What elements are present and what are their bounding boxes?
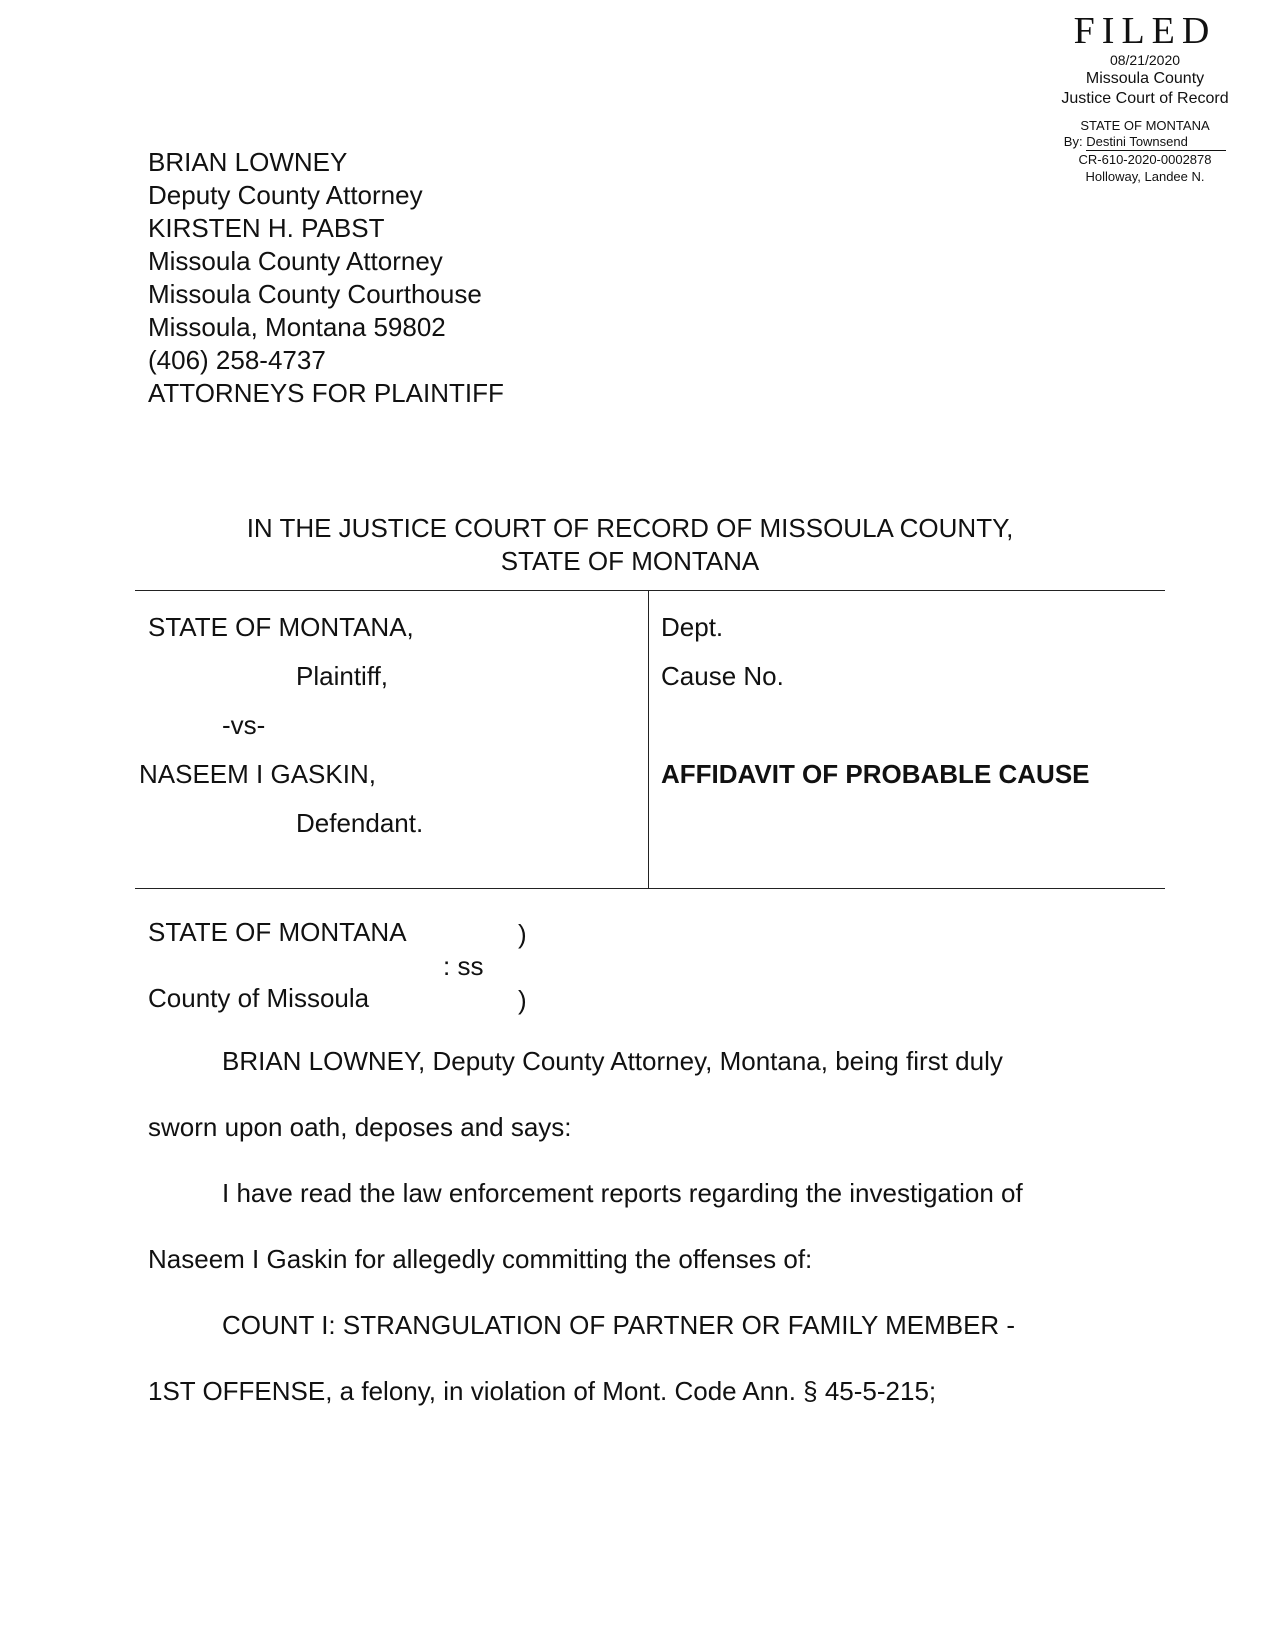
versus-label: -vs- (222, 710, 266, 740)
defendant-role: Defendant. (296, 808, 424, 838)
stamp-state: STATE OF MONTANA (1080, 118, 1210, 133)
caption-top-rule (135, 590, 1165, 591)
body-line: sworn upon oath, deposes and says: (148, 1112, 572, 1142)
affiant-paragraph (148, 1028, 1148, 1424)
body-line: I have read the law enforcement reports regarding the investigation of (222, 1178, 1023, 1208)
plaintiff-role: Plaintiff, (296, 661, 389, 691)
caption-bottom-rule (135, 888, 1165, 889)
body-line: BRIAN LOWNEY, Deputy County Attorney, Montana, being first duly (222, 1046, 1003, 1076)
dept-label: Dept. (661, 612, 724, 642)
attorney-line: Missoula, Montana 59802 (148, 312, 446, 342)
venue-county: County of Missoula (148, 983, 370, 1013)
stamp-by-label: By: (1063, 134, 1083, 149)
stamp-judge: Holloway, Landee N. (1085, 169, 1205, 184)
venue-paren-open: ) (518, 919, 527, 949)
count-line: 1ST OFFENSE, a felony, in violation of Mont. Code Ann. § 45-5-215; (148, 1376, 937, 1406)
attorney-line: Missoula County Courthouse (148, 279, 482, 309)
stamp-title: FILED (1073, 10, 1217, 52)
attorney-line: BRIAN LOWNEY (148, 147, 348, 177)
stamp-county: Missoula County (1085, 70, 1205, 87)
plaintiff-name: STATE OF MONTANA, (148, 612, 414, 642)
stamp-by-line (1040, 134, 1250, 151)
venue-state: STATE OF MONTANA (148, 917, 407, 947)
attorney-line: Deputy County Attorney (148, 180, 423, 210)
count-line: COUNT I: STRANGULATION OF PARTNER OR FAMILY MEMBER - (222, 1310, 1016, 1340)
venue-paren-close: ) (518, 985, 527, 1015)
filed-stamp (1040, 10, 1250, 185)
stamp-case-number: CR-610-2020-0002878 (1078, 152, 1212, 167)
stamp-court: Justice Court of Record (1061, 90, 1229, 107)
caption-divider (648, 590, 649, 888)
attorney-block (148, 146, 504, 410)
attorney-line: ATTORNEYS FOR PLAINTIFF (148, 378, 504, 408)
defendant-name: NASEEM I GASKIN, (139, 759, 376, 789)
court-heading (130, 512, 1130, 578)
venue-ss: : ss (443, 951, 484, 981)
court-heading-line1: IN THE JUSTICE COURT OF RECORD OF MISSOULA COUNTY, (246, 513, 1014, 543)
attorney-line: Missoula County Attorney (148, 246, 443, 276)
attorney-line: KIRSTEN H. PABST (148, 213, 385, 243)
cause-number-label: Cause No. (661, 661, 784, 691)
document-title: AFFIDAVIT OF PROBABLE CAUSE (661, 759, 1090, 789)
body-line: Naseem I Gaskin for allegedly committing the offenses of: (148, 1244, 813, 1274)
stamp-clerk-signature: Destini Townsend (1086, 134, 1226, 151)
stamp-date: 08/21/2020 (1109, 52, 1181, 68)
attorney-line: (406) 258-4737 (148, 345, 326, 375)
court-heading-line2: STATE OF MONTANA (500, 546, 760, 576)
